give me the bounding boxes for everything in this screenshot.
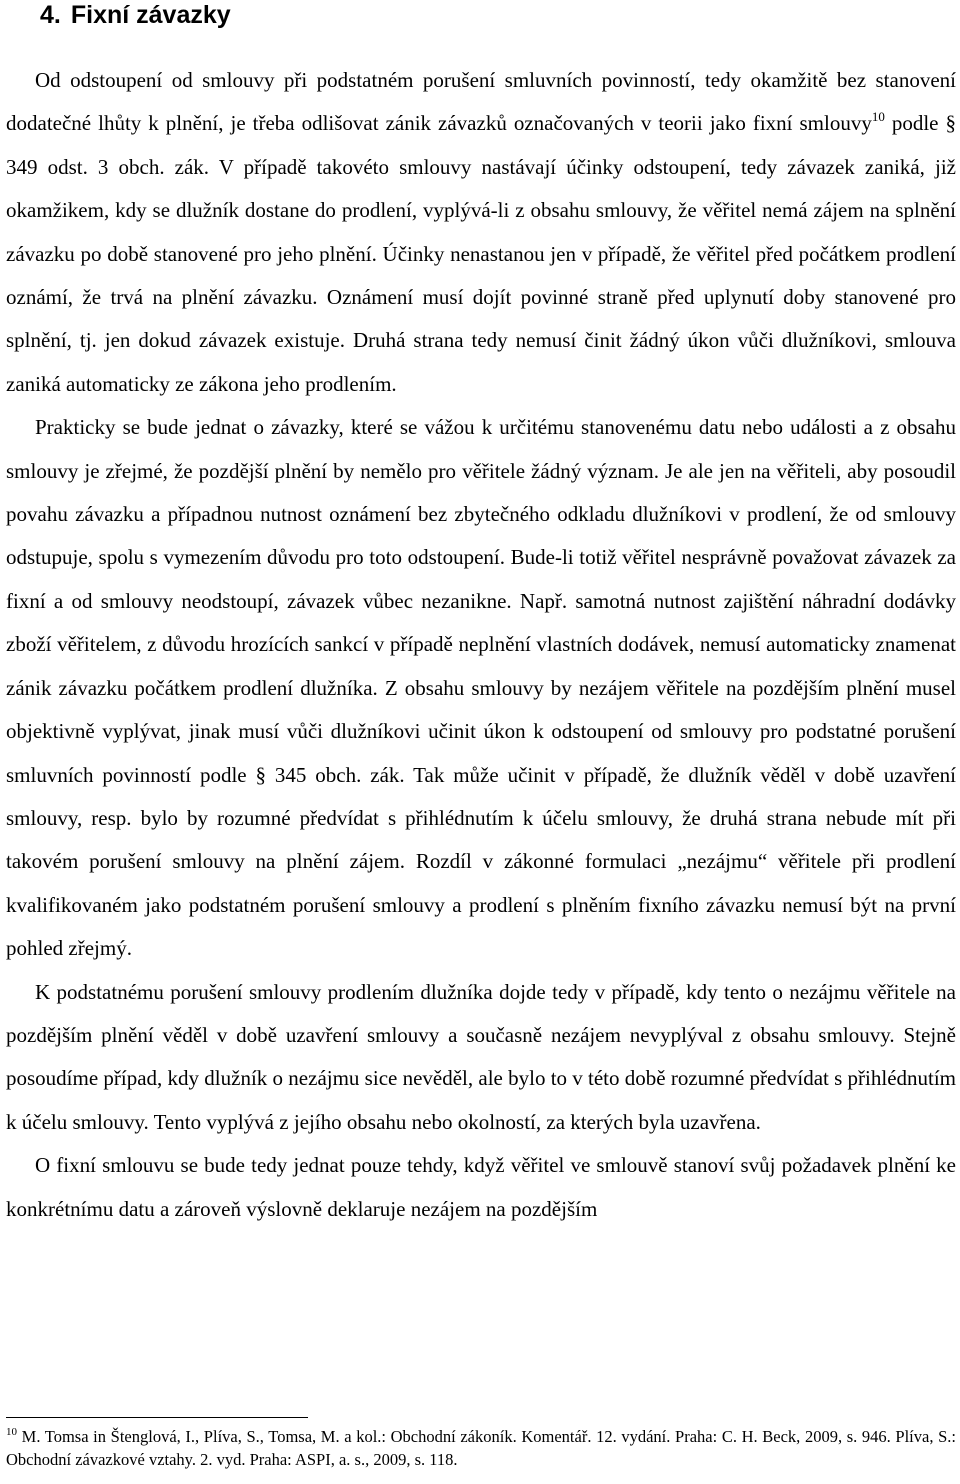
paragraph-2: Prakticky se bude jednat o závazky, které se vážou k určitému stanovenému datu nebo události a z obsahu smlouvy je zřejmé, že pozdější plnění by nemělo pro věřitele žádný význam. Je ale jen na věřiteli, aby posoudil povahu závazku a případnou nutnost oznámení bez zbytečného odkladu dlužníkovi v prodlení, že od smlouvy odstupuje, spolu s vymezením důvodu pro toto odstoupení. Bude-li totiž věřitel nesprávně považovat závazek za fixní a od smlouvy neodstoupí, závazek vůbec nezanikne. Např. samotná nutnost zajištění náhradní dodávky zboží věřitelem, z důvodu hrozících sankcí v případě neplnění vlastních dodávek, nemusí automaticky znamenat zánik závazku počátkem prodlení dlužníka. Z obsahu smlouvy by nezájem věřitele na pozdějším plnění musel objektivně vyplývat, jinak musí vůči dlužníkovi učinit úkon k odstoupení od smlouvy pro podstatné porušení smluvních povinností podle § 345 obch. zák. Tak může učinit v případě, že dlužník věděl v době uzavření smlouvy, resp. bylo by rozumné předvídat s přihlédnutím k účelu smlouvy, že druhá strana nebude mít při takovém porušení smlouvy na plnění zájem. Rozdíl v zákonné formulaci „nezájmu“ věřitele při prodlení kvalifikovaném jako podstatném porušení smlouvy a prodlení s plněním fixního závazku nemusí být na první pohled zřejmý. (6, 415, 956, 961)
body-text (6, 59, 956, 1231)
paragraph-3: K podstatnému porušení smlouvy prodlením dlužníka dojde tedy v případě, kdy tento o nezájmu věřitele na pozdějším plnění věděl v době uzavření smlouvy a současně nezájem nevyplýval z obsahu smlouvy. Stejně posoudíme případ, kdy dlužník o nezájmu sice nevěděl, ale bylo to v této době rozumné předvídat s přihlédnutím k účelu smlouvy. Tento vyplývá z jejího obsahu nebo okolností, za kterých byla uzavřena. (6, 979, 957, 1134)
footnotes-area (6, 1417, 956, 1471)
paragraph-1-text-a: Od odstoupení od smlouvy při podstatném porušení smluvních povinností, tedy okamžitě bez stanovení dodatečné lhůty k plnění, je třeba odlišovat zánik závazků označovaných v teorii jako fixní smlouvy (6, 68, 956, 136)
paragraph-4: O fixní smlouvu se bude tedy jednat pouze tehdy, když věřitel ve smlouvě stanoví svůj požadavek plnění ke konkrétnímu datu a zároveň výslovně deklaruje nezájem na pozdějším (6, 1153, 956, 1221)
footnote-10 (6, 1425, 956, 1471)
paragraph-1-text-b: podle § 349 odst. 3 obch. zák. V případě takovéto smlouvy nastávají účinky odstoupení, tedy závazek zaniká, již okamžikem, kdy se dlužník dostane do prodlení, vyplývá-li z obsahu smlouvy, že věřitel nemá zájem na splnění závazku po době stanovené pro jeho plnění. Účinky nenastanou jen v případě, že věřitel před počátkem prodlení oznámí, že trvá na plnění závazku. Oznámení musí dojít povinné straně před uplynutí doby stanovené pro splnění, tj. jen dokud závazek existuje. Druhá strana tedy nemusí činit žádný úkon vůči dlužníkovi, smlouva zaniká automaticky ze zákona jeho prodlením. (6, 111, 956, 396)
footnote-text: M. Tomsa in Štenglová, I., Plíva, S., Tomsa, M. a kol.: Obchodní zákoník. Komentář. 12. vydání. Praha: C. H. Beck, 2009, s. 946. Plíva, S.: Obchodní závazkové vztahy. 2. vyd. Praha: ASPI, a. s., 2009, s. 118. (6, 1427, 956, 1469)
section-title: Fixní závazky (70, 1, 231, 29)
paragraph-1 (6, 59, 956, 406)
footnote-marker: 10 (6, 1426, 17, 1438)
footnote-separator (6, 1417, 308, 1418)
section-heading (40, 0, 231, 30)
section-number: 4. (40, 1, 61, 29)
footnote-reference[interactable]: 10 (871, 109, 885, 125)
